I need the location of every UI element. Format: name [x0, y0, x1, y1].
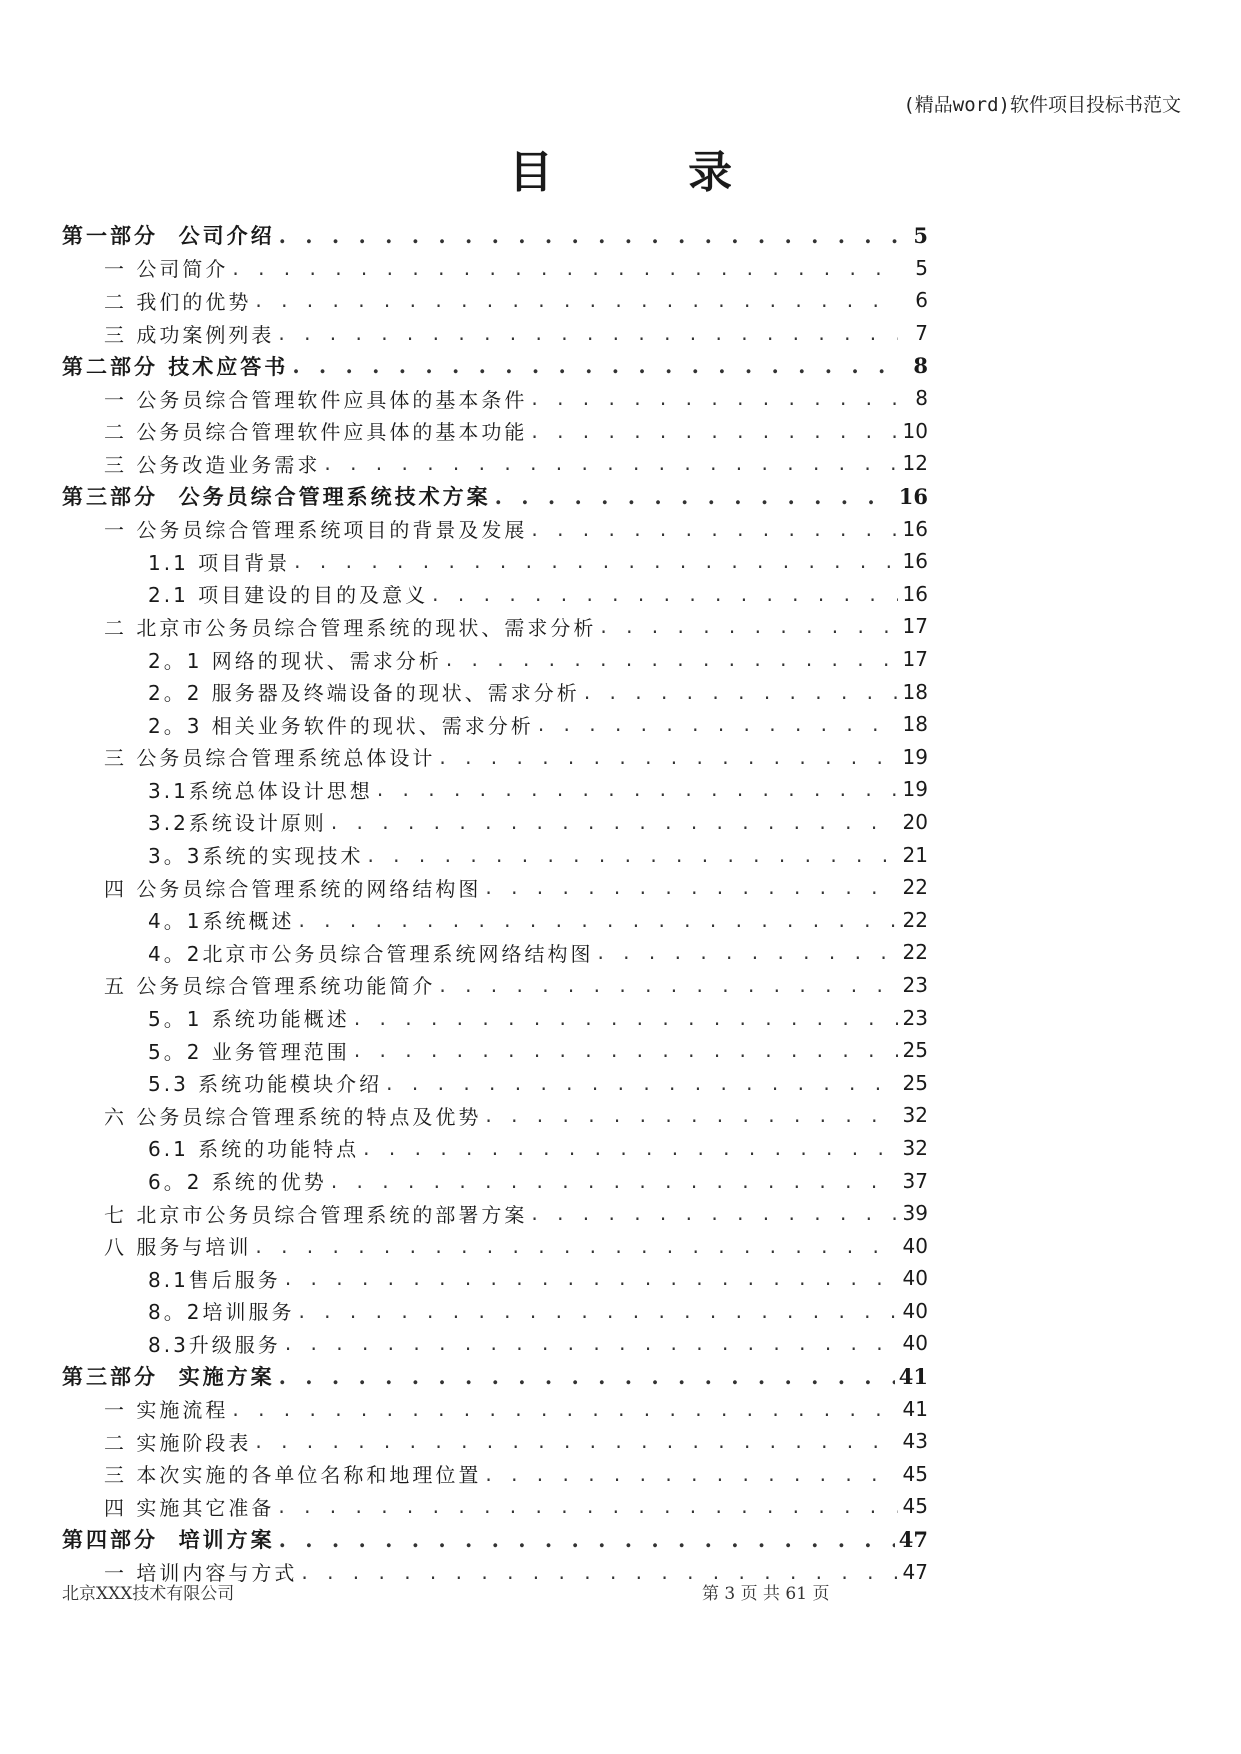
toc-leader-dots [485, 875, 898, 899]
toc-page-number: 25 [902, 1038, 928, 1063]
toc-page-number: 40 [902, 1266, 928, 1291]
toc-entry-label: 三 成功案例列表 [104, 322, 275, 347]
toc-page-number: 5 [915, 255, 928, 280]
toc-page-number: 7 [915, 321, 928, 346]
toc-part-entry[interactable] [62, 1523, 928, 1556]
toc-leader-dots [386, 1071, 898, 1095]
toc-page-number: 45 [902, 1494, 928, 1519]
toc-part-entry[interactable] [62, 219, 928, 252]
toc-subsection-entry[interactable] [62, 1034, 928, 1067]
toc-section-entry[interactable] [62, 382, 928, 415]
toc-page-number: 37 [902, 1168, 928, 1193]
toc-entry-label: 2。3 相关业务软件的现状、需求分析 [148, 713, 534, 738]
toc-entry-label: 二 北京市公务员综合管理系统的现状、需求分析 [104, 615, 597, 640]
toc-entry-label: 4。1系统概述 [148, 909, 295, 934]
toc-leader-dots [278, 1494, 898, 1518]
toc-subsection-entry[interactable] [62, 545, 928, 578]
footer-page-info: 第 3 页 共 61 页 [702, 1584, 830, 1604]
toc-entry-label: 第四部分 培训方案 [62, 1527, 275, 1553]
header-note: (精品word)软件项目投标书范文 [903, 94, 1181, 116]
toc-entry-label: 5.3 系统功能模块介绍 [148, 1072, 383, 1097]
toc-section-entry[interactable] [62, 1099, 928, 1132]
toc-section-entry[interactable] [62, 317, 928, 350]
toc-entry-label: 6.1 系统的功能特点 [148, 1137, 360, 1162]
toc-section-entry[interactable] [62, 969, 928, 1002]
toc-page-number: 19 [902, 777, 928, 802]
toc-page-number: 8 [915, 386, 928, 411]
toc-entry-label: 六 公务员综合管理系统的特点及优势 [104, 1104, 482, 1129]
toc-entry-label: 第一部分 公司介绍 [62, 223, 275, 249]
toc-leader-dots [600, 614, 898, 638]
toc-entry-label: 三 本次实施的各单位名称和地理位置 [104, 1463, 482, 1488]
toc-subsection-entry[interactable] [62, 936, 928, 969]
toc-leader-dots [439, 973, 898, 997]
toc-leader-dots [285, 1331, 898, 1355]
table-of-contents [62, 219, 928, 1588]
toc-leader-dots [485, 1103, 898, 1127]
toc-subsection-entry[interactable] [62, 1132, 928, 1165]
toc-page-number: 6 [915, 288, 928, 313]
toc-entry-label: 一 培训内容与方式 [104, 1561, 298, 1586]
toc-section-entry[interactable] [62, 1490, 928, 1523]
toc-part-entry[interactable] [62, 349, 928, 382]
toc-leader-dots [377, 777, 898, 801]
toc-page-number: 23 [902, 972, 928, 997]
toc-leader-dots [298, 908, 898, 932]
toc-leader-dots [331, 810, 898, 834]
toc-leader-dots [531, 517, 898, 541]
toc-page-number: 43 [902, 1429, 928, 1454]
toc-subsection-entry[interactable] [62, 773, 928, 806]
toc-leader-dots [597, 940, 898, 964]
toc-entry-label: 6。2 系统的优势 [148, 1170, 327, 1195]
toc-page-number: 16 [898, 483, 928, 509]
toc-subsection-entry[interactable] [62, 675, 928, 708]
toc-entry-label: 8。2培训服务 [148, 1300, 295, 1325]
toc-page-number: 16 [902, 549, 928, 574]
toc-entry-label: 8.3升级服务 [148, 1332, 281, 1357]
toc-subsection-entry[interactable] [62, 903, 928, 936]
toc-entry-label: 二 公务员综合管理软件应具体的基本功能 [104, 420, 528, 445]
toc-page-number: 12 [902, 451, 928, 476]
toc-page-number: 47 [898, 1526, 928, 1552]
footer-company: 北京XXX技术有限公司 [62, 1584, 235, 1604]
toc-entry-label: 第二部分 技术应答书 [62, 353, 289, 379]
toc-page-number: 32 [902, 1103, 928, 1128]
toc-entry-label: 3.1系统总体设计思想 [148, 778, 373, 803]
toc-entry-label: 第三部分 公务员综合管理系统技术方案 [62, 484, 491, 510]
toc-page-number: 20 [902, 809, 928, 834]
toc-section-entry[interactable] [62, 871, 928, 904]
toc-page-number: 18 [902, 712, 928, 737]
toc-entry-label: 二 我们的优势 [104, 289, 252, 314]
toc-subsection-entry[interactable] [62, 838, 928, 871]
toc-page-number: 41 [898, 1363, 928, 1389]
toc-subsection-entry[interactable] [62, 1327, 928, 1360]
toc-subsection-entry[interactable] [62, 708, 928, 741]
toc-entry-label: 四 公务员综合管理系统的网络结构图 [104, 876, 482, 901]
toc-entry-label: 2。1 网络的现状、需求分析 [148, 648, 442, 673]
toc-page-number: 10 [902, 418, 928, 443]
toc-page-number: 23 [902, 1005, 928, 1030]
toc-page-number: 17 [902, 614, 928, 639]
toc-entry-label: 2。2 服务器及终端设备的现状、需求分析 [148, 681, 580, 706]
toc-entry-label: 四 实施其它准备 [104, 1495, 275, 1520]
toc-entry-label: 3.2系统设计原则 [148, 811, 327, 836]
toc-section-entry[interactable] [62, 741, 928, 774]
toc-entry-label: 一 公务员综合管理系统项目的背景及发展 [104, 518, 528, 543]
toc-subsection-entry[interactable] [62, 578, 928, 611]
toc-leader-dots [439, 745, 898, 769]
toc-leader-dots [324, 451, 898, 475]
toc-subsection-entry[interactable] [62, 1164, 928, 1197]
toc-entry-label: 三 公务改造业务需求 [104, 452, 321, 477]
toc-section-entry[interactable] [62, 1425, 928, 1458]
toc-leader-dots [294, 549, 898, 573]
toc-leader-dots [485, 1462, 898, 1486]
toc-leader-dots [538, 712, 898, 736]
toc-entry-label: 第三部分 实施方案 [62, 1364, 275, 1390]
toc-leader-dots [255, 288, 898, 312]
toc-leader-dots [279, 1364, 895, 1389]
toc-leader-dots [531, 386, 898, 410]
toc-entry-label: 3。3系统的实现技术 [148, 844, 364, 869]
toc-page-number: 41 [902, 1396, 928, 1421]
toc-page-number: 5 [913, 222, 928, 248]
toc-leader-dots [232, 256, 898, 280]
toc-entry-label: 八 服务与培训 [104, 1235, 252, 1260]
toc-page-number: 16 [902, 516, 928, 541]
toc-entry-label: 5。1 系统功能概述 [148, 1007, 350, 1032]
toc-subsection-entry[interactable] [62, 643, 928, 676]
toc-leader-dots [279, 223, 898, 248]
toc-section-entry[interactable] [62, 252, 928, 285]
toc-page-number: 8 [913, 353, 928, 379]
toc-section-entry[interactable] [62, 447, 928, 480]
toc-section-entry[interactable] [62, 284, 928, 317]
toc-leader-dots [331, 1169, 898, 1193]
toc-leader-dots [446, 647, 898, 671]
toc-leader-dots [298, 1299, 898, 1323]
toc-page-number: 40 [902, 1233, 928, 1258]
toc-subsection-entry[interactable] [62, 1001, 928, 1034]
toc-subsection-entry[interactable] [62, 806, 928, 839]
toc-leader-dots [363, 1136, 898, 1160]
toc-entry-label: 一 实施流程 [104, 1398, 229, 1423]
toc-subsection-entry[interactable] [62, 1262, 928, 1295]
toc-section-entry[interactable] [62, 610, 928, 643]
toc-leader-dots [495, 484, 895, 509]
toc-entry-label: 一 公司简介 [104, 257, 229, 282]
toc-page-number: 45 [902, 1461, 928, 1486]
toc-leader-dots [531, 1201, 898, 1225]
toc-page-number: 40 [902, 1331, 928, 1356]
toc-leader-dots [279, 1527, 895, 1552]
toc-leader-dots [292, 353, 898, 378]
toc-section-entry[interactable] [62, 1458, 928, 1491]
toc-page-number: 40 [902, 1298, 928, 1323]
toc-part-entry[interactable] [62, 1360, 928, 1393]
toc-section-entry[interactable] [62, 1229, 928, 1262]
toc-entry-label: 8.1售后服务 [148, 1267, 281, 1292]
toc-page-number: 16 [902, 581, 928, 606]
toc-entry-label: 2.1 项目建设的目的及意义 [148, 583, 429, 608]
toc-section-entry[interactable] [62, 415, 928, 448]
toc-section-entry[interactable] [62, 512, 928, 545]
toc-section-entry[interactable] [62, 1392, 928, 1425]
toc-entry-label: 一 公务员综合管理软件应具体的基本条件 [104, 387, 528, 412]
toc-page-number: 17 [902, 647, 928, 672]
toc-entry-label: 5。2 业务管理范围 [148, 1039, 350, 1064]
toc-page-number: 47 [902, 1559, 928, 1584]
toc-leader-dots [255, 1234, 898, 1258]
toc-leader-dots [531, 419, 898, 443]
toc-leader-dots [285, 1266, 898, 1290]
toc-page-number: 39 [902, 1201, 928, 1226]
toc-leader-dots [354, 1038, 898, 1062]
toc-page-number: 25 [902, 1070, 928, 1095]
toc-page-number: 22 [902, 907, 928, 932]
toc-entry-label: 二 实施阶段表 [104, 1430, 252, 1455]
toc-subsection-entry[interactable] [62, 1295, 928, 1328]
toc-leader-dots [255, 1429, 898, 1453]
toc-leader-dots [278, 321, 898, 345]
toc-page-number: 32 [902, 1135, 928, 1160]
page-title: 目 录 [508, 147, 793, 198]
toc-leader-dots [584, 680, 898, 704]
toc-leader-dots [432, 582, 898, 606]
toc-entry-label: 五 公务员综合管理系统功能简介 [104, 974, 436, 999]
toc-leader-dots [232, 1397, 898, 1421]
toc-page-number: 22 [902, 940, 928, 965]
toc-entry-label: 七 北京市公务员综合管理系统的部署方案 [104, 1202, 528, 1227]
toc-leader-dots [354, 1006, 898, 1030]
toc-entry-label: 4。2北京市公务员综合管理系统网络结构图 [148, 941, 594, 966]
toc-page-number: 22 [902, 875, 928, 900]
toc-page-number: 18 [902, 679, 928, 704]
toc-entry-label: 三 公务员综合管理系统总体设计 [104, 746, 436, 771]
toc-subsection-entry[interactable] [62, 1066, 928, 1099]
toc-part-entry[interactable] [62, 480, 928, 513]
toc-page-number: 19 [902, 744, 928, 769]
toc-page-number: 21 [902, 842, 928, 867]
toc-entry-label: 1.1 项目背景 [148, 550, 291, 575]
toc-leader-dots [367, 843, 898, 867]
toc-section-entry[interactable] [62, 1197, 928, 1230]
